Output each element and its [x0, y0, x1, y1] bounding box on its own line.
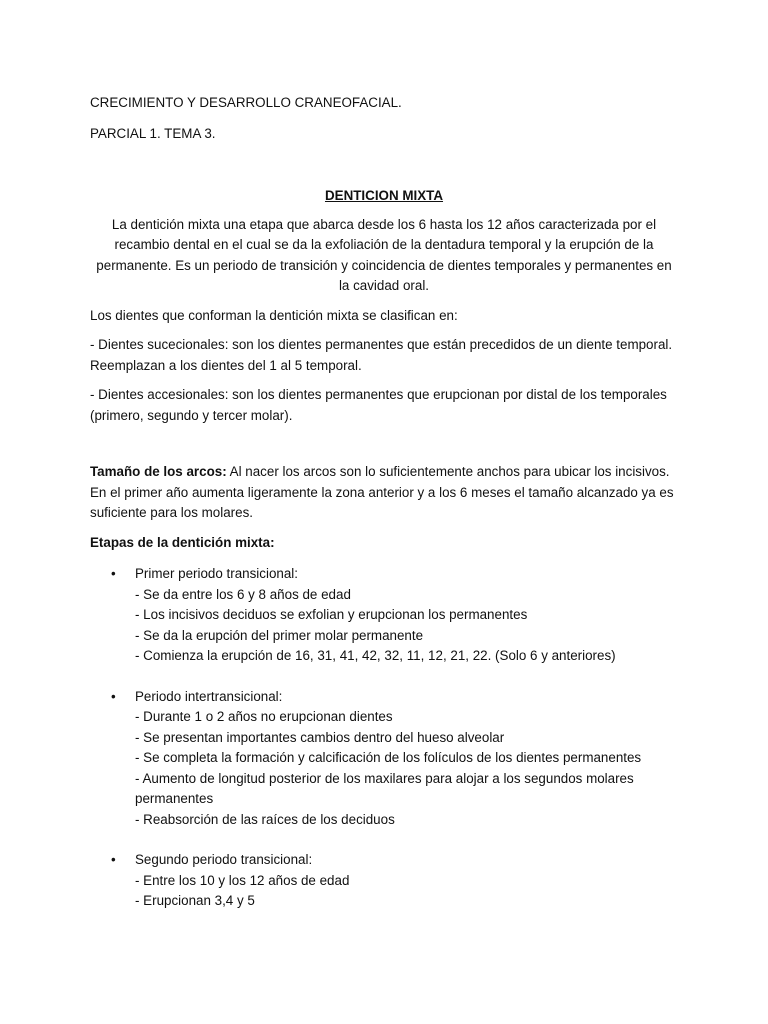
arches-text: Al nacer los arcos son lo suficientemente anchos para ubicar los incisivos. En el primer año aumenta ligeramente la zona anterior y a los 6 meses el tamaño alcanzado ya es suficiente para los molares. [90, 464, 674, 520]
stage-item-intertransitional [90, 687, 678, 831]
bullet-icon: • [111, 852, 116, 867]
stage-item-second [90, 850, 678, 912]
stage-line: - Los incisivos deciduos se exfolian y erupcionan los permanentes [135, 607, 528, 622]
stage-line: - Entre los 10 y los 12 años de edad [135, 872, 350, 888]
section-title: DENTICION MIXTA [324, 188, 444, 203]
bullet-icon: • [111, 566, 116, 581]
partial-topic: PARCIAL 1. TEMA 3. [90, 125, 216, 141]
arches-label: Tamaño de los arcos: [90, 464, 227, 479]
course-title: CRECIMIENTO Y DESARROLLO CRANEOFACIAL. [90, 95, 402, 110]
sucecionales-paragraph: - Dientes sucecionales: son los dientes permanentes que están precedidos de un diente temporal. Reemplazan a los dientes del 1 al 5 temporal. [90, 337, 673, 373]
classification-lead: Los dientes que conforman la dentición mixta se clasifican en: [90, 307, 458, 323]
stages-heading: Etapas de la dentición mixta: [90, 534, 275, 550]
stage-line: - Durante 1 o 2 años no erupcionan dientes [135, 709, 393, 724]
stage-lines [135, 707, 678, 830]
accesionales-paragraph: - Dientes accesionales: son los dientes permanentes que erupcionan por distal de los temporales (primero, segundo y tercer molar). [90, 387, 667, 423]
stage-line: - Comienza la erupción de 16, 31, 41, 42, 32, 11, 12, 21, 22. (Solo 6 y anteriores) [135, 648, 616, 663]
stage-lines [135, 871, 678, 912]
stage-item-first [90, 564, 678, 667]
stage-line: - Se presentan importantes cambios dentro del hueso alveolar [135, 729, 505, 745]
stage-line: - Se completa la formación y calcificación de los folículos de los dientes permanentes [135, 750, 642, 765]
stage-heading: Segundo periodo transicional: [135, 852, 313, 867]
bullet-icon: • [111, 688, 116, 704]
stage-line: - Se da entre los 6 y 8 años de edad [135, 586, 351, 602]
stage-heading: Primer periodo transicional: [135, 566, 298, 581]
stage-line: - Se da la erupción del primer molar permanente [135, 627, 424, 643]
stage-line: - Reabsorción de las raíces de los deciduos [135, 811, 395, 827]
stage-lines [135, 585, 678, 667]
stage-line: - Erupcionan 3,4 y 5 [135, 893, 255, 908]
intro-paragraph: La dentición mixta una etapa que abarca desde los 6 hasta los 12 años caracterizada por el recambio dental en el cual se da la exfoliación de la dentadura temporal y la erupción de la permanente. Es un periodo de transición y coincidencia de dientes temporales y permanentes en la cavidad oral. [96, 216, 672, 293]
arches-paragraph [90, 462, 678, 524]
stages-list [90, 564, 678, 912]
stage-heading: Periodo intertransicional: [135, 688, 283, 704]
stage-line: - Aumento de longitud posterior de los maxilares para alojar a los segundos molares permanentes [135, 770, 634, 806]
